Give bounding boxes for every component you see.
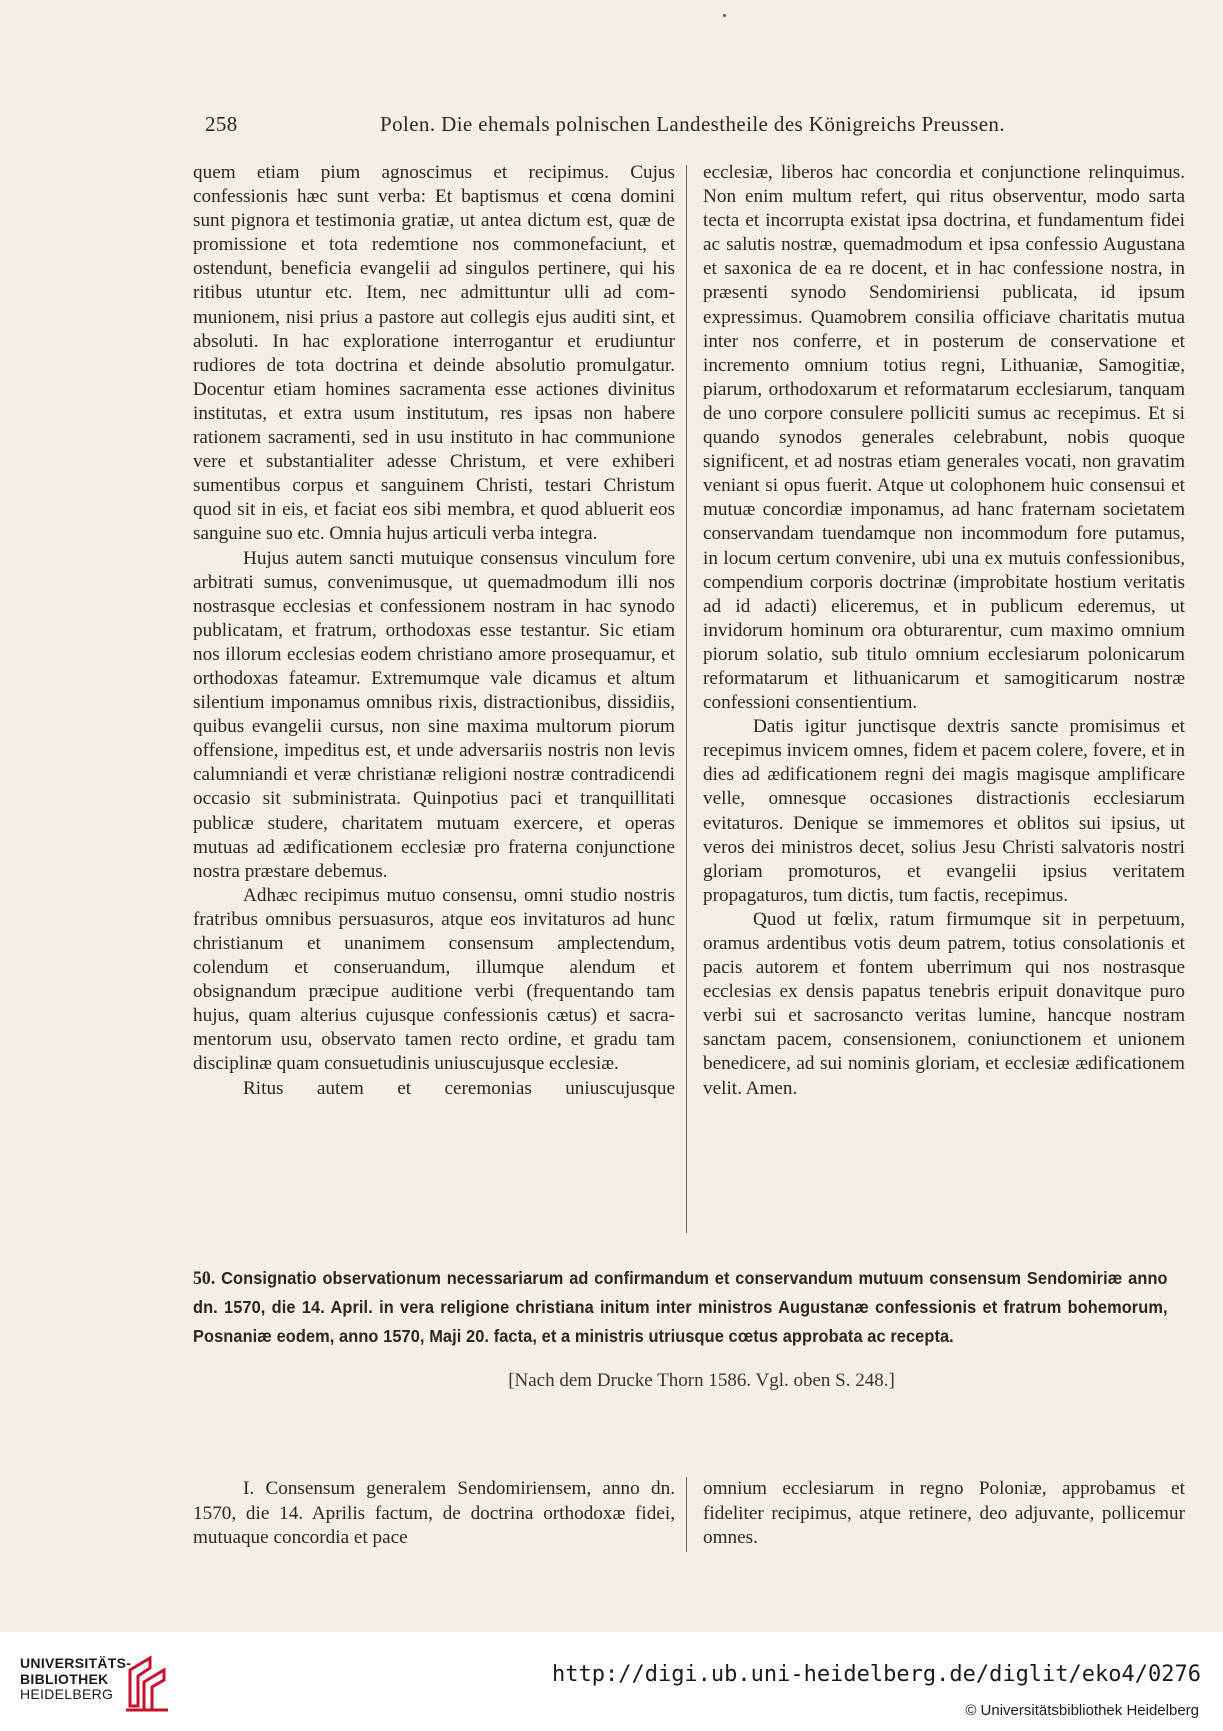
running-title: Polen. Die ehemals polnischen Landestheile des Königreichs Preussen. <box>380 112 1005 136</box>
library-logo-text <box>20 1656 131 1703</box>
paragraph: ecclesiæ, liberos hac concordia et conjunctione relinquimus. Non enim multum refert, qui ritus observentur, modo sarta tecta et incorrupta existat ipsa doctrina, et fundamentum fidei ac salutis nostræ, quemadmodum et ipsa confessio Augustana et saxonica de ea re docent, et in hac confessione nostra, in præsenti synodo Sendomiriensi publicata, id ipsum expressimus. Quamobrem consilia officiave charitatis mutua inter nos conferre, et in posterum de conservatione et incremento omnium totius regni, Lithuaniæ, Samogitiæ, piarum, orthodoxarum et reformatarum ecclesiarum, tanquam de uno corpore consulere polliciti sumus ac recepimus. Et si quando synodos generales celebrabunt, nobis quoque significent, et ad nostras etiam generales vocati, non gravatim veniant si opus fuerit. Atque ut colophonem huic consensui et mutuæ concordiæ imponamus, ad hanc fraternam societatem conservandam tuendamque non incommodum fore putamus, in locum certum convenire, ubi una ex mutuis confessionibus, compendium corporis doctrinæ (improbitate hostium veritatis ad id adacti) eliceremus, et in publicum ederemus, ut invidorum hominum ora obturarentur, cum maximo omnium piorum solatio, sub titulo omnium ecclesiarum polonicarum reformatarum et lithuanicarum et samogiticarum nostræ confessioni consentientium. <box>703 162 1185 714</box>
right-column <box>703 161 1185 1101</box>
permalink-url[interactable]: http://digi.ub.uni-heidelberg.de/diglit/eko4/0276 <box>551 1662 1201 1687</box>
library-logo-icon <box>120 1654 174 1714</box>
section-left-column <box>193 1477 675 1551</box>
section-title: Consignatio observationum necessariarum ad confirmandum et conservandum mutuum consensum Sendomiriæ anno dn. 1570, die 14. April. in vera religione christiana initum inter ministros Augustanæ confessionis et fratrum bohemorum, Posnaniæ eodem, anno 1570, Maji 20. facta, et a ministris utriusque cœtus approbata ac recepta. <box>193 1268 1168 1346</box>
paragraph: Datis igitur junctisque dextris sancte promisimus et recepimus invicem omnes, fidem et pacem colere, fovere, et in dies ad ædificationem regni dei magis magisque amplificare velle, omnesque occasiones distractionis ecclesiarum evitaturos. Denique se immemores et oblitos sui ipsius, ut veros dei ministros decet, solius Jesu Christi salvatoris nostri gloriam promoturos, et evangelii ipsius veritatem propagaturos, tum dictis, tum factis, recepimus. <box>703 716 1185 906</box>
paragraph: Quod ut fœlix, ratum firmumque sit in perpetuum, oramus ardentibus votis deum patrem, totius consolationis et pacis autorem et fontem uberrimum qui nos nostrasque ecclesias ex densis papatus tenebris eripuit donavitque puro verbi sui et sacrosancto veritas lumine, hancque nostram sanctam pacem, consensionem, coniunctionem et unionem benedicere, ad sui nominis gloriam, et ecclesiæ ædificationem velit. Amen. <box>703 908 1185 1099</box>
running-head <box>205 112 1005 142</box>
paragraph: Adhæc recipimus mutuo consensu, omni studio nostris fratribus omnibus persuasuros, atque eos invitaturos ad hunc christianum et unanimem consensum amplectendum, colendum et conseruandum, illumque alendum et obsignandum præcipue auditione verbi (frequentando tam hujus, quam alterius cujusque confessionis cætus) et sacramentorum usu, observato tamen recto ordine, et gradu tam disciplinæ quam consuetudinis uniuscujusque ecclesiæ. <box>193 884 675 1075</box>
logo-line: BIBLIOTHEK <box>20 1670 109 1687</box>
copyright-notice: © Universitätsbibliothek Heidelberg <box>965 1702 1199 1719</box>
scan-speck <box>723 14 726 17</box>
section-heading <box>193 1264 1168 1351</box>
page-number: 258 <box>205 112 238 136</box>
left-column <box>193 161 675 1101</box>
logo-line: UNIVERSITÄTS- <box>20 1655 132 1671</box>
paragraph: Ritus autem et ceremonias uniuscujusque <box>243 1077 675 1099</box>
footer-bar <box>0 1632 1223 1731</box>
column-divider <box>686 1477 687 1552</box>
logo-line: HEIDELBERG <box>20 1686 114 1702</box>
section-number: 50. <box>193 1268 216 1289</box>
paragraph: quem etiam pium agnoscimus et recipimus. Cujus confessionis hæc sunt verba: Et baptismus et cœna domini sunt pignora et testimonia gratiæ, ut antea dictum est, quæ de promissione et tota redemtione nos commonefaciunt, et ostendunt, beneficia evangelii ad singulos pertinere, qui his ritibus utuntur etc. Item, nec admittuntur ulli ad communionem, nisi prius a pastore aut collegis ejus auditi sint, et absoluti. In hac exploratione interrogantur et erudiuntur rudiores de tota doctrina et deinde absolutio promulgatur. Docentur etiam homines sacramenta esse actiones divinitus institutas, et extra usum institutum, res ipsas non habere rationem sacramenti, sed in usu instituto in hac communione vere et substantialiter adesse Christum, et vere exhiberi sumentibus corpus et sanguinem Christi, testari Christum quod sit in eis, et faciat eos sibi membra, et quod abluerit eos sanguine suo etc. Omnia hujus articuli verba integra. <box>193 162 675 545</box>
column-divider <box>686 165 687 1233</box>
paragraph: omnium ecclesiarum in regno Poloniæ, approbamus et fideliter recipimus, atque retinere, deo adjuvante, pollicemur omnes. <box>703 1478 1185 1548</box>
paragraph: Hujus autem sancti mutuique consensus vinculum fore arbitrati sumus, convenimusque, ut quemadmodum illi nos nostrasque ecclesias et confessionem nostram in hac synodo publicatam, et fratrum, orthodoxas esse testantur. Sic etiam nos illorum ecclesias eodem christiano amore prosequamur, et orthodoxas fateamur. Extremumque vale dicamus et altum silentium imponamus omnibus rixis, distractionibus, dissidiis, quibus evangelii cursus, non sine maxima multorum piorum offensione, impeditus est, et unde adversariis nostris non levis calumniandi et veræ christianæ religioni nostræ contradicendi occasio sit subministrata. Quinpotius paci et tranquillitati publicæ studere, charitatem mutuam exercere, et operas mutuas ad ædificationem ecclesiæ pro fraterna conjunctione nostra præstare debemus. <box>193 547 675 882</box>
section-right-column <box>703 1477 1185 1551</box>
paragraph: I. Consensum generalem Sendomiriensem, anno dn. 1570, die 14. Aprilis factum, de doctrina orthodoxæ fidei, mutuaque concordia et pace <box>193 1478 675 1548</box>
source-note: [Nach dem Drucke Thorn 1586. Vgl. oben S. 248.] <box>508 1370 895 1391</box>
